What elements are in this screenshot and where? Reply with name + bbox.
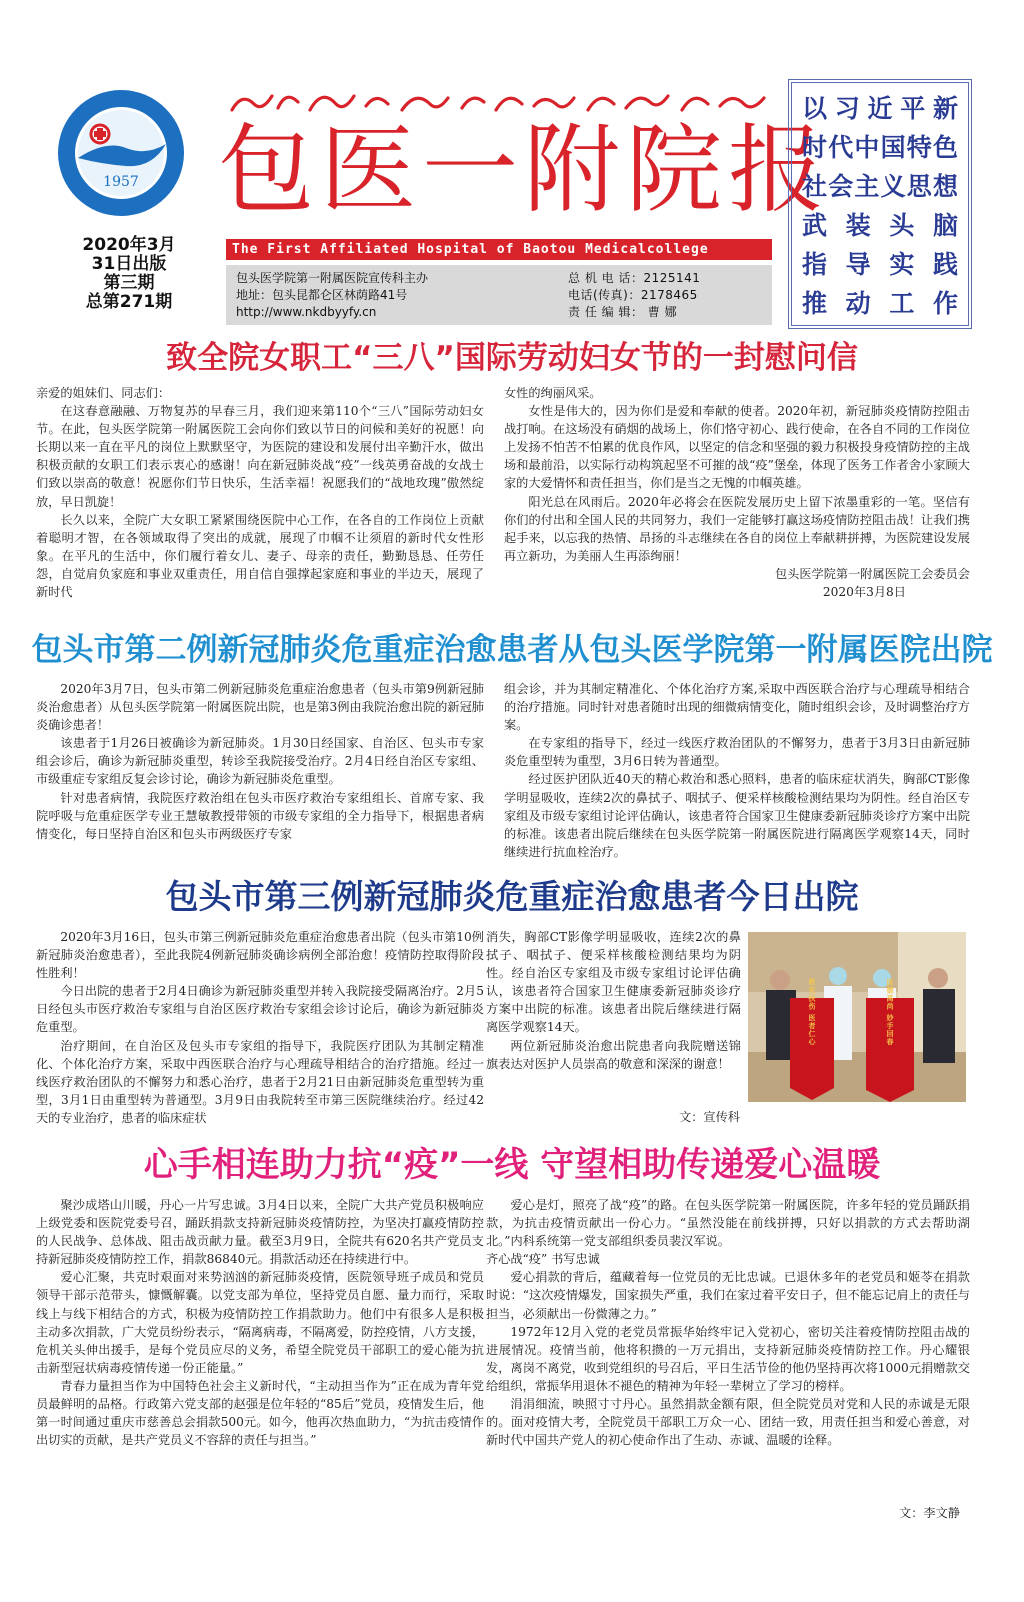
pennant-ceremony-photo bbox=[748, 932, 966, 1102]
article3-headline: 包头市第三例新冠肺炎危重症治愈患者今日出院 bbox=[165, 877, 859, 916]
editor-line: 责 任 编 辑： 曹 娜 bbox=[568, 305, 678, 319]
article4-paragraph: 涓涓细流，映照寸寸丹心。虽然捐款金额有限，但全院党员对党和人民的赤诚是无限的。面对疫情大考，全院党员干部职工万众一心、团结一致，用责任担当和爱心善意，对新时代中国共产党人的初心使命作出了生动、赤诚、温暖的诠释。 bbox=[486, 1397, 970, 1448]
slogan-line: 时代中国特色 bbox=[802, 133, 958, 162]
slogan-line: 以习近平新 bbox=[802, 94, 958, 123]
article4-paragraph: 青春力量担当作为中国特色社会主义新时代，“主动担当作为”正在成为青年党员最鲜明的品格。行政第六党支部的赵强是位年轻的“85后”党员，疫情发生后，他第一时间通过重庆市慈善总会捐款500元。如今，他再次热血助力，“为抗击疫情作出切实的贡献，是共产党员义不容辞的责任与担当。” bbox=[36, 1378, 484, 1448]
article3-paragraph: 治疗期间，在自治区及包头市专家组的指导下，我院医疗团队为其制定精准化、个体化治疗方案，采取中西医联合治疗与心理疏导相结合的治疗措施。经过一线医疗救治团队的不懈努力和悉心治疗，患者于2月21日由新冠肺炎危重型转为重型，3月1日由重型转为普通型。3月9日由我院转至市第三医院继续治疗。经过42天的专业治疗，患者的临床症状 bbox=[36, 1038, 484, 1125]
article1-column-left bbox=[36, 384, 484, 616]
article4-paragraph: 爱心是灯，照亮了战“疫”的路。在包头医学院第一附属医院，许多年轻的党员踊跃捐款，为抗击疫情贡献出一份心力。“虽然没能在前线拼搏，只好以捐款的方式去帮助湖北。”内科系统第一党支部组织委员裴汉军说。 bbox=[486, 1198, 970, 1249]
article4-paragraph: 爱心汇聚，共克时艰面对来势汹汹的新冠肺炎疫情，医院领导班子成员和党员领导干部示范带头，慷慨解囊。以党支部为单位，坚持党员自愿、量力而行，采取线上与线下相结合的方式，积极为疫情防控工作捐款助力。他们中有很多人是积极主动多次捐款，广大党员纷纷表示，“隔离病毒，不隔离爱，防控疫情，八方支援，危机关头伸出援手，是每个党员应尽的义务，希望全院党员干部职工的爱心能为抗击新型冠状病毒疫情传递一份正能量。” bbox=[36, 1270, 484, 1375]
article2-paragraph: 该患者于1月26日被确诊为新冠肺炎。1月30日经国家、自治区、包头市专家组会诊后，确诊为新冠肺炎重型，转诊至我院接受治疗。2月4日经自治区专家组、市级重症专家组反复会诊讨论，确诊为新冠肺炎危重型。 bbox=[36, 736, 484, 787]
slogan-line: 武装头脑 bbox=[802, 211, 958, 240]
article4-credit: 文：李文静 bbox=[899, 1506, 960, 1520]
publisher-info-box bbox=[226, 265, 772, 325]
article2-paragraph: 组会诊，并为其制定精准化、个体化治疗方案,采取中西医联合治疗与心理疏导相结合的治疗措施。同时针对患者随时出现的细微病情变化，随时组织会诊，及时调整治疗方案。 bbox=[504, 682, 970, 733]
article1-paragraph: 阳光总在风雨后。2020年必将会在医院发展历史上留下浓墨重彩的一笔。坚信有你们的付出和全国人民的共同努力，我们一定能够打赢这场疫情防控阻击战！让我们携起手来，以忘我的热情、昂扬的斗志继续在各自的岗位上奉献耕拼搏，为医院建设发展再立新功，为美丽人生再添绚丽！ bbox=[504, 494, 970, 563]
issue-line: 第三期 bbox=[103, 273, 155, 293]
article4-paragraph: 聚沙成塔山川暖，丹心一片写忠诚。3月4日以来，全院广大共产党员积极响应上级党委和医院党委号召，踊跃捐款支持新冠肺炎疫情防控，为坚决打赢疫情防控的人民战争、总体战、阻击战贡献力量。截至3月9日，全院共有620名共产党员支持新冠肺炎疫情防控工作，捐款86840元。捐款活动还在持续进行中。 bbox=[36, 1198, 484, 1267]
article2-column-left bbox=[36, 680, 484, 860]
pennant-left-text: 救死扶伤 医者仁心 bbox=[808, 978, 816, 1046]
article4-column-left bbox=[36, 1196, 484, 1502]
article1-greeting: 亲爱的姐妹们、同志们： bbox=[36, 386, 171, 400]
article2-paragraph: 2020年3月7日，包头市第二例新冠肺炎危重症治愈患者（包头市第9例新冠肺炎治愈患者）从包头医学院第一附属医院出院，也是第3例由我院治愈出院的新冠肺炎确诊患者！ bbox=[36, 682, 484, 733]
article1-paragraph: 在这春意融融、万物复苏的早春三月，我们迎来第110个“三八”国际劳动妇女节。在此，包头医学院第一附属医院工会向你们致以节日的问候和美好的祝愿！向长期以来一直在平凡的岗位上默默坚守，为医院的建设和发展付出辛勤汗水，做出积极贡献的女职工们表示衷心的感谢！向在新冠肺炎战“疫”一线英勇奋战的女战士们致以崇高的敬意！祝愿你们节日快乐，生活幸福！祝愿我们的“战地玫瑰”傲然绽放，早日凯旋！ bbox=[36, 404, 484, 509]
issue-line: 2020年3月 bbox=[82, 235, 176, 255]
article3-paragraph: 两位新冠肺炎治愈出院患者向我院赠送锦旗表达对医护人员崇高的敬意和深深的谢意！ bbox=[486, 1038, 741, 1071]
article1-signature: 包头医学院第一附属医院工会委员会 bbox=[775, 566, 970, 581]
article3-paragraph: 今日出院的患者于2月4日确诊为新冠肺炎重型并转入我院接受隔离治疗。2月5日经包头市医疗救治专家组与自治区医疗救治专家组会诊讨论后，确诊为新冠肺炎危重型。 bbox=[36, 984, 484, 1035]
article1-paragraph: 女性的绚丽风采。 bbox=[504, 386, 602, 400]
switchboard-line: 总 机 电 话：2125141 bbox=[568, 271, 701, 285]
article3-paragraph: 消失，胸部CT影像学明显吸收，连续2次的鼻拭子、咽拭子、便采样核酸检测结果均为阴性。经自治区专家组及市级专家组讨论评估确认，该患者符合国家卫生健康委新冠肺炎诊疗方案中出院的标准。该患者出院后继续进行隔离医学观察14天。 bbox=[486, 930, 741, 1035]
article2-column-right bbox=[504, 680, 970, 860]
newspaper-title: 包医一附院报 bbox=[218, 114, 830, 226]
publisher-line: 包头医学院第一附属医院宣传科主办 bbox=[236, 271, 429, 285]
article2-paragraph: 针对患者病情，我院医疗救治组在包头市医疗救治专家组组长、首席专家、我院呼吸与危重症医学专业王慧敏教授带领的市级专家组的全力指导下，根据患者病情变化，每日坚持自治区和包头市两级医疗专家 bbox=[36, 790, 484, 841]
article4-column-right bbox=[486, 1196, 970, 1496]
contact-info bbox=[568, 270, 700, 321]
publisher-info bbox=[236, 270, 428, 321]
issue-line: 31日出版 bbox=[91, 254, 167, 274]
article1-paragraph: 女性是伟大的，因为你们是爱和奉献的使者。2020年初，新冠肺炎疫情防控阻击战打响。在这场没有硝烟的战场上，你们恪守初心、践行使命，在各自不同的工作岗位上发扬不怕苦不怕累的优良作风，以坚定的信念和坚强的毅力积极投身疫情防控的主战场和最前沿，以实际行动构筑起坚不可摧的战“疫”堡垒，体现了医务工作者舍小家顾大家的大爱情怀和责任担当，你们是当之无愧的巾帼英雄。 bbox=[504, 404, 970, 491]
logo-year: 1957 bbox=[103, 174, 139, 190]
article1-date: 2020年3月8日 bbox=[822, 585, 906, 600]
article1-headline: 致全院女职工“三八”国际劳动妇女节的一封慰问信 bbox=[166, 340, 858, 376]
article3-credit: 文：宣传科 bbox=[679, 1110, 740, 1124]
article4-subhead: 齐心战“疫” 书写忠诚 bbox=[486, 1252, 600, 1267]
article3-column-right bbox=[486, 928, 741, 1098]
slogan-box bbox=[788, 79, 972, 329]
issue-info bbox=[64, 236, 194, 312]
article4-paragraph: 爱心捐款的背后，蕴藏着每一位党员的无比忠诚。已退休多年的老党员和姬苓在捐款时说：“这次疫情爆发，国家损失严重，我们在家过着平安日子，但不能忘记肩上的责任与担当，必须献出一份微薄之力。” bbox=[486, 1270, 970, 1321]
article1-paragraph: 长久以来，全院广大女职工紧紧围绕医院中心工作，在各自的工作岗位上贡献着聪明才智，在各领域取得了突出的成就，展现了巾帼不让须眉的新时代女性形象。在平凡的生活中，你们履行着女儿、妻子、母亲的责任，勤勤恳恳、任劳任怨，自觉肩负家庭和事业双重责任，用自信自强撑起家庭和事业的半边天，展现了新时代 bbox=[36, 512, 484, 600]
article2-paragraph: 经过医护团队近40天的精心救治和悉心照料，患者的临床症状消失，胸部CT影像学明显吸收，连续2次的鼻拭子、咽拭子、便采样核酸检测结果均为阴性。经自治区专家组及市级专家组讨论评估确认，该患者符合国家卫生健康委新冠肺炎诊疗方案中出院的标准。该患者出院后继续在包头医学院第一附属医院进行隔离医学观察14天，同时继续进行抗血栓治疗。 bbox=[504, 772, 970, 859]
article4-headline: 心手相连助力抗“疫”一线 守望相助传递爱心温暖 bbox=[143, 1145, 881, 1185]
article4-paragraph: 1972年12月入党的老党员常振华始终牢记入党初心，密切关注着疫情防控阻击战的进展情况。疫情当前，他将积攒的一万元捐出，支持新冠肺炎疫情防控工作。丹心耀银发，离岗不离党，收到党组织的号召后，平日生活节俭的他仍坚持再次将1000元捐赠款交给组织，常振华用退休不褪色的精神为年轻一辈树立了学习的榜样。 bbox=[486, 1324, 970, 1393]
article2-headline: 包头市第二例新冠肺炎危重症治愈患者从包头医学院第一附属医院出院 bbox=[31, 632, 993, 668]
article2-paragraph: 在专家组的指导下，经过一线医疗救治团队的不懈努力，患者于3月3日由新冠肺炎危重型转为重型，3月6日转为普通型。 bbox=[504, 736, 970, 769]
english-title-band: The First Affiliated Hospital of Baotou Medicalcollege bbox=[226, 239, 772, 260]
article3-paragraph: 2020年3月16日，包头市第三例新冠肺炎危重症治愈患者出院（包头市第10例新冠肺炎治愈患者），至此我院4例新冠肺炎确诊病例全部治愈！疫情防控取得阶段性胜利！ bbox=[36, 930, 484, 981]
website-link[interactable]: http://www.nkdbyyfy.cn bbox=[236, 305, 377, 319]
address-line: 地址：包头昆都仑区林荫路41号 bbox=[236, 288, 408, 302]
slogan-line: 推动工作 bbox=[802, 289, 958, 318]
slogan-line: 社会主义思想 bbox=[802, 172, 958, 201]
pennant-right-text: 医德高尚 妙手回春 bbox=[886, 978, 894, 1046]
issue-line: 总第271期 bbox=[85, 292, 173, 312]
article1-column-right bbox=[504, 384, 970, 616]
slogan-line: 指导实践 bbox=[802, 250, 958, 279]
fax-line: 电话(传真)：2178465 bbox=[568, 288, 698, 302]
hospital-logo bbox=[56, 88, 186, 218]
article3-column-left bbox=[36, 928, 484, 1128]
